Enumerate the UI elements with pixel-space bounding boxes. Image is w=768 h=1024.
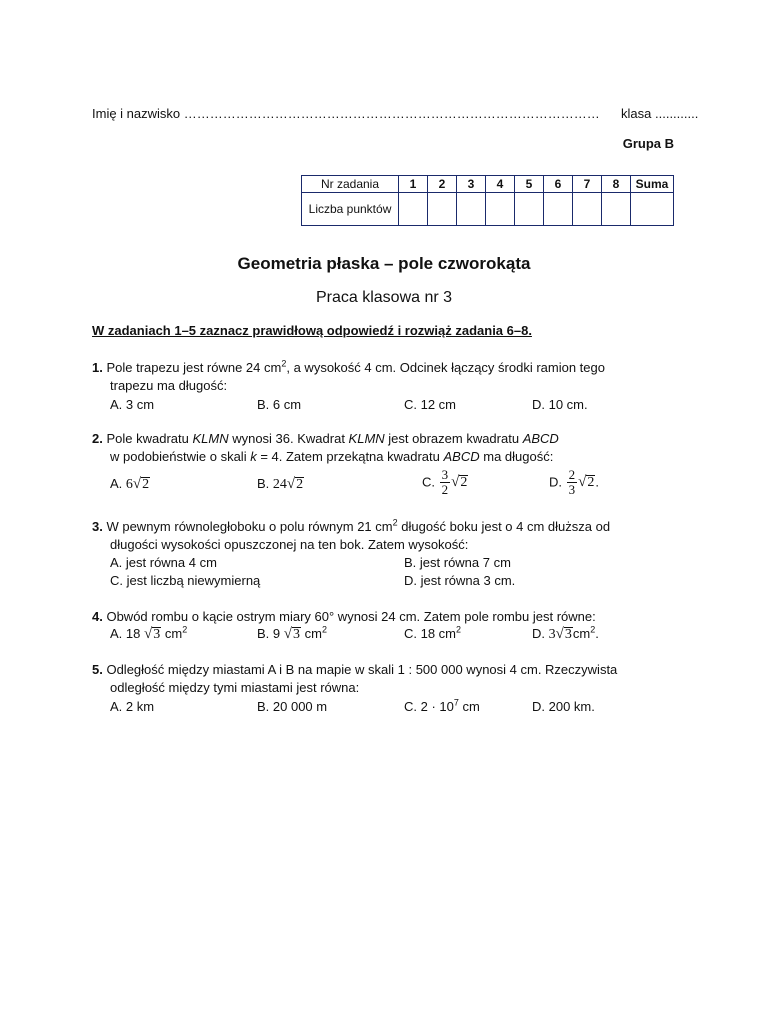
q4-option-c[interactable] (404, 626, 461, 642)
q4-d-label: D. (532, 626, 545, 641)
sqrt-icon: √ (286, 476, 296, 493)
q2-c-label: C. (422, 474, 435, 490)
q2-c-rad: 2 (460, 475, 468, 490)
q2-d-rad: 2 (587, 475, 595, 490)
q1-text-b: , a wysokość 4 cm. Odcinek łączący środki ramion tego (286, 360, 605, 375)
q4-c-sup: 2 (456, 624, 462, 635)
q1-option-d[interactable]: D. 10 cm. (532, 397, 588, 412)
q3-number: 3. (92, 519, 103, 534)
q2-text-4: w podobieństwie o skali (110, 449, 251, 464)
group-label: Grupa B (622, 136, 674, 151)
sqrt-icon: √ (132, 476, 142, 493)
q4-d-rad: 3 (564, 627, 572, 643)
q1-text-a: Pole trapezu jest równe 24 cm (106, 360, 282, 375)
q4-b-sup: 2 (321, 624, 327, 635)
q4-b-label: B. 9 (257, 626, 281, 641)
q4-d-unit: cm (572, 626, 591, 641)
q2-b-value (273, 476, 304, 493)
q3-text-b: długość boku jest o 4 cm dłuższa od (397, 519, 611, 534)
q2-a-rad: 2 (142, 477, 150, 493)
name-label: Imię i nazwisko (92, 106, 181, 121)
q2-a-label: A. (110, 476, 123, 491)
q2-d-label: D. (549, 474, 562, 490)
q5-c-text-a: C. 2 · 10 (404, 699, 454, 714)
q3-option-a[interactable]: A. jest równa 4 cm (110, 555, 217, 570)
task-number-1: 1 (399, 176, 428, 193)
q2-d-den: 3 (568, 482, 576, 497)
q2-option-a[interactable] (110, 476, 150, 493)
q2-text-3: jest obrazem kwadratu (384, 431, 523, 446)
points-cell-6[interactable] (544, 193, 573, 226)
task-number-6: 6 (544, 176, 573, 193)
score-table (301, 175, 674, 226)
q1-sup: 2 (281, 358, 287, 369)
q2-c-den: 2 (441, 482, 449, 497)
q4-a-sup: 2 (182, 624, 188, 635)
points-cell-5[interactable] (515, 193, 544, 226)
q4-c-text: C. 18 cm (404, 626, 457, 641)
q4-option-d[interactable] (532, 626, 599, 643)
sum-label: Suma (631, 176, 674, 193)
instruction: W zadaniach 1–5 zaznacz prawidłową odpowiedź i rozwiąż zadania 6–8. (92, 323, 532, 338)
q2-k: k (250, 449, 257, 464)
q2-text-5: = 4. Zatem przekątna kwadratu (256, 449, 444, 464)
points-label: Liczba punktów (302, 193, 399, 226)
q1-option-b[interactable]: B. 6 cm (257, 397, 302, 412)
q4-d-value (549, 626, 573, 643)
q3-line2: długości wysokości opuszczonej na ten bok. Zatem wysokość: (110, 537, 469, 552)
q2-c-num: 3 (441, 467, 449, 482)
points-cell-sum[interactable] (631, 193, 674, 226)
task-number-7: 7 (573, 176, 602, 193)
q2-c-fraction (440, 468, 451, 497)
q5-option-a[interactable]: A. 2 km (110, 699, 155, 714)
q2-b-rad: 2 (296, 477, 304, 493)
q4-text: Obwód rombu o kącie ostrym miary 60° wynosi 24 cm. Zatem pole rombu jest równe: (106, 609, 596, 624)
q2-abcd-2: ABCD (443, 449, 480, 464)
q3-option-b[interactable]: B. jest równa 7 cm (404, 555, 511, 570)
q4-a-unit: cm (164, 626, 183, 641)
task-number-5: 5 (515, 176, 544, 193)
q4-number: 4. (92, 609, 103, 624)
class-field[interactable]: ............ (655, 106, 699, 121)
q2-option-d[interactable] (549, 468, 599, 497)
sqrt-icon: √ (555, 626, 564, 643)
page-title: Geometria płaska – pole czworokąta (237, 254, 531, 273)
task-number-label: Nr zadania (302, 176, 399, 193)
q5-number: 5. (92, 662, 103, 677)
q2-text-6: ma długość: (479, 449, 554, 464)
q2-b-label: B. (257, 476, 270, 491)
q2-text-1: Pole kwadratu (106, 431, 193, 446)
q5-option-c[interactable] (404, 699, 480, 715)
points-cell-4[interactable] (486, 193, 515, 226)
q2-d-root (578, 474, 595, 491)
q2-number: 2. (92, 431, 103, 446)
q5-c-sup: 7 (453, 697, 459, 708)
q2-d-end: . (595, 474, 599, 490)
q1-option-c[interactable]: C. 12 cm (404, 397, 457, 412)
points-cell-7[interactable] (573, 193, 602, 226)
q5-line1 (92, 662, 617, 678)
q4-a-rad: 3 (153, 627, 161, 643)
q3-option-d[interactable]: D. jest równa 3 cm. (404, 573, 516, 588)
q5-option-d[interactable]: D. 200 km. (532, 699, 595, 714)
page-subtitle: Praca klasowa nr 3 (315, 289, 453, 306)
task-number-4: 4 (486, 176, 515, 193)
q4-option-b[interactable] (257, 626, 327, 643)
q1-option-a[interactable]: A. 3 cm (110, 397, 155, 412)
q2-line1 (92, 431, 559, 447)
q4-b-root (284, 626, 301, 643)
q3-line1 (92, 519, 610, 535)
q4-a-root (144, 626, 161, 643)
q2-klmn-2: KLMN (348, 431, 385, 446)
q2-b-coef: 24 (272, 477, 287, 493)
q2-abcd-1: ABCD (522, 431, 559, 446)
header-line (92, 106, 699, 122)
points-cell-8[interactable] (602, 193, 631, 226)
q4-d-sup: 2 (590, 624, 596, 635)
q4-b-rad: 3 (292, 627, 300, 643)
q2-option-b[interactable] (257, 476, 304, 493)
score-table-header-row (302, 176, 674, 193)
q2-line2 (110, 449, 553, 465)
name-field[interactable]: …………………………………………………………………………………… (183, 106, 600, 121)
q4-a-label: A. 18 (110, 626, 141, 641)
points-cell-1[interactable] (399, 193, 428, 226)
task-number-8: 8 (602, 176, 631, 193)
task-number-2: 2 (428, 176, 457, 193)
q5-line2: odległość między tymi miastami jest równa: (110, 680, 360, 695)
sqrt-icon: √ (578, 474, 587, 490)
q2-c-root (451, 474, 468, 491)
q5-text-a: Odległość między miastami A i B na mapie w skali 1 : 500 000 wynosi 4 cm. Rzeczywista (106, 662, 618, 677)
q2-a-value (126, 476, 150, 493)
points-cell-3[interactable] (457, 193, 486, 226)
sqrt-icon: √ (143, 626, 153, 643)
points-cell-2[interactable] (428, 193, 457, 226)
q3-text-a: W pewnym równoległoboku o polu równym 21 cm (106, 519, 393, 534)
sqrt-icon: √ (283, 626, 292, 643)
q1-number: 1. (92, 360, 103, 375)
task-number-3: 3 (457, 176, 486, 193)
q2-a-coef: 6 (125, 477, 133, 493)
q4-line1 (92, 609, 596, 625)
q2-text-2: wynosi 36. Kwadrat (228, 431, 349, 446)
q2-option-c[interactable] (422, 468, 468, 497)
q2-d-fraction (567, 468, 578, 497)
sqrt-icon: √ (451, 474, 460, 490)
score-table-points-row (302, 193, 674, 226)
q4-b-unit: cm (304, 626, 322, 641)
q5-c-text-b: cm (458, 699, 480, 714)
q1-line1 (92, 360, 605, 376)
q4-option-a[interactable] (110, 626, 187, 643)
q3-sup: 2 (392, 517, 398, 528)
class-label: klasa (621, 106, 652, 121)
q5-option-b[interactable]: B. 20 000 m (257, 699, 328, 714)
q3-option-c[interactable]: C. jest liczbą niewymierną (110, 573, 261, 588)
q2-d-num: 2 (568, 467, 576, 482)
q4-d-end: . (595, 626, 599, 641)
q1-line2: trapezu ma długość: (110, 378, 228, 393)
q4-d-coef: 3 (548, 627, 556, 643)
q2-klmn-1: KLMN (192, 431, 229, 446)
